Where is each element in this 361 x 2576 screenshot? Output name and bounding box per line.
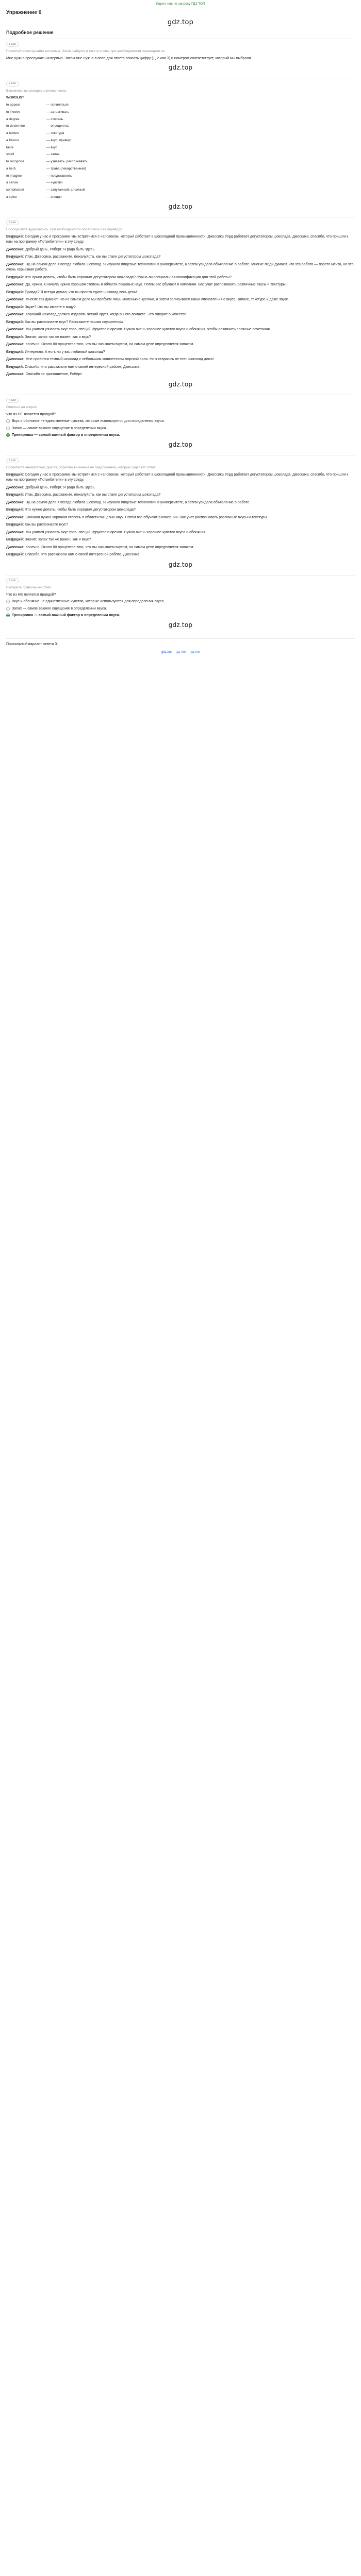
speaker-name: Джессика: (6, 298, 25, 301)
word-english: smell (6, 152, 14, 157)
dialogue-line (6, 372, 355, 378)
speaker-name: Джессика: (6, 358, 25, 361)
speech-text: Хороший шоколад должен издавать четкий хруст, когда вы его ломаете. Это говорит о качестве. (25, 313, 188, 316)
speaker-name: Ведущий: (6, 472, 24, 477)
banner-text[interactable]: Ищите нас по запросу ГДЗ ТОП (156, 2, 205, 6)
dialogue-line (6, 335, 355, 341)
answer-option[interactable] (6, 613, 355, 619)
step-hint: Ответьте на вопрос. (6, 405, 38, 409)
speaker-name: Ведущий: (6, 350, 24, 354)
dialogue-line (6, 545, 355, 551)
word-english: to imagine (6, 174, 22, 178)
dialogue-line (6, 234, 355, 245)
footer-link[interactable]: гдз топ (175, 651, 186, 654)
answer-option[interactable] (6, 433, 355, 438)
word-item (6, 137, 355, 144)
question-text: Что из НЕ является правдой? (6, 412, 56, 416)
option-text: Запах — самое важное ощущение в определении вкуса. (12, 606, 107, 611)
radio-icon[interactable] (6, 427, 10, 430)
word-item (6, 194, 355, 201)
word-russian: — запутанный, сложный (46, 188, 85, 192)
speech-text: Что нужно делать, чтобы быть хорошим дегустатором шоколада? Нужна ли специальная квалификация для этой работы? (25, 275, 232, 279)
word-english: a flavour (6, 138, 19, 142)
word-item (6, 109, 355, 116)
speech-text: Сегодня у нас в программе мы встретимся с человеком, который работает в шоколадной промышленности. Джессика Уорд работает дегустатором шоколада. Джессика, спасибо, что пришли к нам на программу «Потребители» в эту среду. (6, 472, 349, 482)
word-russian: — узнавать, распознавать (46, 160, 88, 163)
speaker-name: Джессика: (6, 247, 25, 251)
watermark: gdz.top (168, 561, 193, 568)
speech-text: Правда? Я всегда думал, что вы просто едите шоколад весь день! (25, 290, 137, 294)
speech-text: Да, нужна. Сначала нужна хорошая степень в области пищевых наук. Потом вас обучают в компании. Вас учат распознавать различные вкусы и текстуры. (25, 283, 287, 286)
watermark: gdz.top (167, 18, 194, 26)
word-english: to determine (6, 124, 25, 128)
word-list (6, 101, 355, 201)
speaker-name: Ведущий: (6, 275, 24, 279)
speaker-name: Ведущий: (6, 234, 24, 239)
word-russian: — специя (46, 195, 62, 199)
word-item (6, 187, 355, 194)
word-russian: — появляться (46, 103, 69, 107)
wordlist-label: WORDLIST (6, 96, 24, 100)
speech-text: Звуке? Что вы имеете в виду? (25, 305, 76, 309)
dialogue (6, 234, 355, 378)
dialogue-line (6, 515, 355, 521)
speech-text: Как вы распознаете вкус? (25, 523, 69, 527)
speech-text: Значит, запах так же важен, как и вкус? (25, 335, 91, 339)
answer-option[interactable] (6, 599, 355, 605)
task-text: Мне нужно прослушать интервью. Затем мне нужно в поле для ответа вписать цифру (1, 2 или 3) и номером соответствует, который мы выбрали. (6, 56, 252, 60)
dialogue-line (6, 530, 355, 536)
speech-text: Мы учимся узнавать вкус трав, специй, фруктов и орехов. Нужно очень хорошее чувство вкуса и обоняния. (25, 530, 207, 534)
speech-text: Добрый день, Роберт. Я рада быть здесь. (25, 485, 96, 489)
radio-icon[interactable] (6, 607, 10, 611)
speaker-name: Джессика: (6, 515, 25, 519)
speaker-name: Ведущий: (6, 553, 24, 556)
speaker-name: Ведущий: (6, 508, 24, 512)
dialogue-line (6, 522, 355, 528)
word-english: to involve (6, 110, 21, 114)
step-6-card (6, 575, 355, 635)
word-russian: — степень (46, 117, 63, 121)
speaker-name: Ведущий: (6, 538, 24, 541)
speaker-name: Джессика: (6, 545, 25, 549)
dialogue-line (6, 365, 355, 370)
speaker-name: Ведущий: (6, 305, 24, 309)
dialogue-line (6, 350, 355, 355)
dialogue-line (6, 500, 355, 506)
footer-link[interactable]: gdz.top (161, 651, 172, 654)
word-russian: — текстура (46, 131, 64, 135)
answer-option[interactable] (6, 419, 355, 425)
step-badge: 6 шаг (6, 578, 19, 583)
word-item (6, 144, 355, 151)
step-badge: 5 шаг (6, 458, 19, 463)
speaker-name: Ведущий: (6, 523, 24, 527)
speech-text: Мы учимся узнавать вкус трав, специй, фруктов и орехов. Нужно очень хорошее чувство вкуса и обоняния, чтобы различить сложные сочетания. (25, 328, 271, 331)
dialogue-line (6, 342, 355, 348)
speech-text: Интересно. А есть ли у вас любимый шоколад? (25, 350, 105, 354)
speech-text: Ну, на самом деле я всегда любила шоколад. Я изучала пищевые технологии в университете, а затем увидела объявление о работе. (25, 500, 251, 504)
dialogue-line (6, 282, 355, 288)
word-english: to appear (6, 103, 21, 107)
word-english: a texture (6, 131, 20, 135)
word-russian: — чувство (46, 181, 63, 185)
word-item (6, 158, 355, 165)
speaker-name: Ведущий: (6, 365, 24, 369)
step-hint: Прослушайте аудиозапись. При необходимости обратитесь к ее переводу. (6, 227, 123, 231)
speaker-name: Джессика: (6, 372, 25, 376)
options-list (6, 419, 355, 438)
word-russian: — запах (46, 152, 60, 157)
dialogue-line (6, 275, 355, 281)
speaker-name: Джессика: (6, 313, 25, 316)
speaker-name: Джессика: (6, 328, 25, 331)
speech-text: Итак, Джессика, расскажите, пожалуйста, как вы стали дегустатором шоколада? (25, 255, 161, 259)
dialogue-line (6, 247, 355, 253)
speaker-name: Джессика: (6, 262, 25, 266)
word-item (6, 101, 355, 109)
speech-text: Итак, Джессика, расскажите, пожалуйста, как вы стали дегустатором шоколада? (25, 493, 161, 497)
dialogue (6, 472, 355, 558)
speech-text: Спасибо, что рассказали нам о своей интересной работе, Джессика. (25, 365, 141, 369)
step-hint: Вспомнить по словарю значения слов. (6, 89, 67, 93)
step-1-card (6, 39, 355, 78)
speaker-name: Ведущий: (6, 290, 24, 294)
speech-text: Мне нравится темный шоколад с небольшим количеством морской соли. Но я стараюсь не есть шоколад дома! (25, 358, 214, 361)
dialogue-line (6, 537, 355, 543)
speaker-name: Джессика: (6, 530, 25, 534)
step-badge: 4 шаг (6, 398, 19, 403)
word-english: taste (6, 145, 14, 149)
dialogue-line (6, 327, 355, 333)
final-answer: Правильный вариант ответа 3. (6, 638, 355, 648)
word-item (6, 130, 355, 137)
word-item (6, 179, 355, 187)
watermark: gdz.top (168, 202, 193, 210)
option-text: Вкус и обоняние не единственные чувства, которые используются для определения вкуса. (12, 419, 165, 423)
top-banner[interactable] (0, 0, 361, 8)
word-item (6, 151, 355, 158)
speech-text: Конечно. Около 80 процентов того, что мы называем вкусом, на самом деле определяется запахом. (25, 545, 194, 549)
speech-text: Спасибо за приглашение, Роберт. (25, 372, 83, 376)
word-english: a sense (6, 181, 18, 185)
speech-text: Что нужно делать, чтобы быть хорошим дегустатором шоколада? (25, 508, 136, 512)
dialogue-line (6, 255, 355, 260)
word-english: a degree (6, 117, 20, 121)
speech-text: Значит, запах так же важен, как и вкус? (25, 538, 91, 541)
speaker-name: Ведущий: (6, 320, 24, 324)
question-text: Что из НЕ является правдой? (6, 592, 56, 597)
watermark: gdz.top (168, 64, 193, 72)
speaker-name: Джессика: (6, 500, 25, 504)
step-hint: Прочитайте/послушайте интервью. Затем найдите в тексте слова, при необходимости переведите их. (6, 49, 166, 53)
word-russian: — вкус (46, 145, 58, 149)
solution-title: Подробное решение (6, 30, 54, 36)
speaker-name: Джессика: (6, 485, 25, 489)
speech-text: Добрый день, Роберт. Я рада быть здесь. (25, 247, 96, 251)
radio-icon[interactable] (6, 614, 10, 617)
option-text: Вкус и обоняние не единственные чувства, которые используются для определения вкуса. (12, 600, 165, 603)
speaker-name: Джессика: (6, 343, 25, 346)
word-item (6, 165, 355, 173)
answer-option[interactable] (6, 606, 355, 612)
speech-text: Ну, на самом деле я всегда любила шоколад. Я изучала пищевые технологии в университете, а затем увидела объявление о работе. Многие люди думают, что эта работа — просто мечта, но это очень серьезная работа. (6, 262, 354, 272)
word-english: a spice (6, 195, 17, 199)
step-badge: 2 шаг (6, 81, 19, 86)
footer-links (6, 650, 355, 655)
speech-text: Как вы распознаете вкус? Расскажите нашим слушателям. (25, 320, 124, 324)
step-hint: Прочитайте внимательно диалог, обратите внимание на предложения, которые содержат ответ. (6, 465, 156, 469)
word-english: a herb (6, 166, 16, 171)
step-5-card (6, 455, 355, 575)
word-russian: — представлять (46, 174, 72, 178)
step-badge: 1 шаг (6, 42, 19, 47)
word-item (6, 123, 355, 130)
dialogue-line (6, 305, 355, 311)
exercise-title: Упражнение 6 (6, 9, 42, 15)
word-item (6, 173, 355, 180)
option-text: Тренировка — самый важный фактор в определении вкуса. (12, 433, 120, 437)
footer-link[interactable]: гдз.топ (189, 651, 200, 654)
dialogue-line (6, 507, 355, 513)
word-english: complicated (6, 188, 24, 192)
dialogue-line (6, 472, 355, 483)
step-2-card (6, 78, 355, 216)
speech-text: Сначала нужна хорошая степень в области пищевых наук. Потом вас обучают в компании. Вас учат распознавать различные вкусы и текстуры. (25, 515, 268, 519)
watermark: gdz.top (168, 440, 193, 448)
step-4-card (6, 395, 355, 455)
word-russian: — вкус, привкус (46, 138, 72, 142)
speaker-name: Ведущий: (6, 493, 24, 497)
step-hint: Выберите правильный ответ. (6, 585, 52, 589)
dialogue-line (6, 493, 355, 498)
option-text: Тренировка — самый важный фактор в определении вкуса. (12, 614, 120, 617)
dialogue-line (6, 485, 355, 491)
speaker-name: Джессика: (6, 283, 25, 286)
step-badge: 3 шаг (6, 220, 19, 225)
options-list (6, 599, 355, 619)
watermark: gdz.top (168, 621, 193, 629)
dialogue-line (6, 262, 355, 273)
option-text: Запах — самое важное ощущение в определении вкуса. (12, 426, 107, 430)
dialogue-line (6, 552, 355, 558)
page-content (0, 8, 361, 662)
speaker-name: Ведущий: (6, 255, 24, 259)
dialogue-line (6, 320, 355, 326)
dialogue-line (6, 290, 355, 296)
speech-text: Спасибо, что рассказали нам о своей интересной работе, Джессика. (25, 553, 141, 556)
speaker-name: Ведущий: (6, 335, 24, 339)
word-russian: — трава (лекарственная) (46, 166, 86, 171)
step-3-card (6, 217, 355, 395)
watermark: gdz.top (168, 380, 193, 388)
word-russian: — затрагивать (46, 110, 70, 114)
answer-option[interactable] (6, 426, 355, 432)
dialogue-line (6, 312, 355, 318)
word-russian: — определять (46, 124, 69, 128)
radio-icon[interactable] (6, 433, 10, 437)
speech-text: Конечно. Около 80 процентов того, что мы называем вкусом, на самом деле определяется запахом. (25, 343, 194, 346)
speech-text: Многие так думают! Но на самом деле мы пробуем лишь маленькие кусочки, а затем записываем наши впечатления о вкусе, запахе, текстуре и даже звуке. (25, 298, 289, 301)
word-item (6, 116, 355, 123)
dialogue-line (6, 357, 355, 363)
radio-icon[interactable] (6, 600, 10, 603)
radio-icon[interactable] (6, 419, 10, 423)
word-english: to recognise (6, 160, 25, 163)
speech-text: Сегодня у нас в программе мы встретимся с человеком, который работает в шоколадной промышленности. Джессика Уорд работает дегустатором шоколада. Джессика, спасибо, что пришли к нам на программу «Потребители» в эту среду. (6, 234, 349, 244)
dialogue-line (6, 297, 355, 303)
